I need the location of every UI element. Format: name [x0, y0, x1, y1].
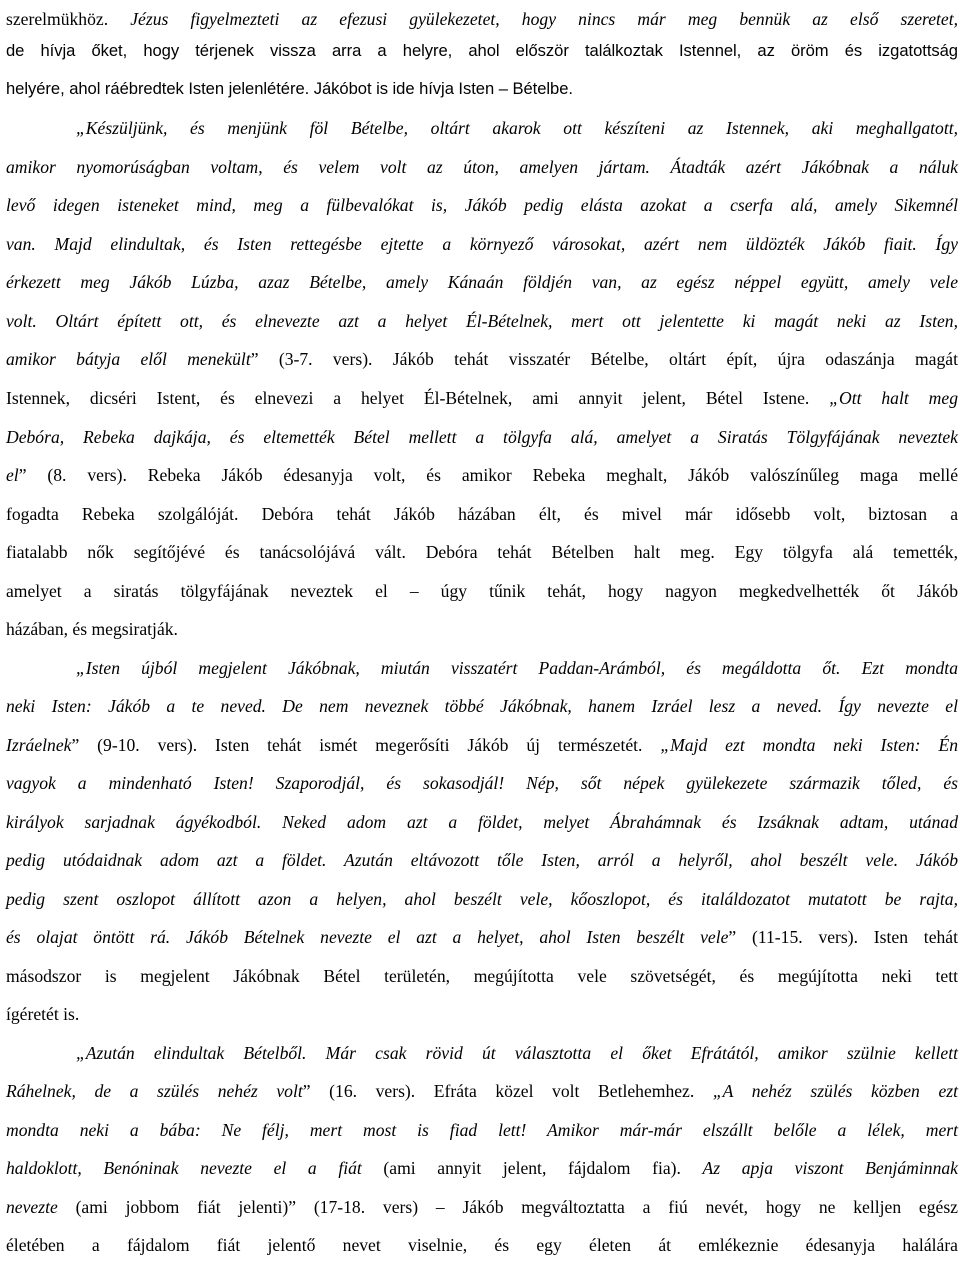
text-line: volt. Oltárt épített ott, és elnevezte azt a helyet Él-Bételnek, mert ott jelentette ki magát neki az Isten, [6, 311, 958, 331]
text-line: pedig szent oszlopot állított azon a helyen, ahol beszélt vele, kőoszlopot, és italáldozatot mutatott be rajta, [6, 889, 958, 909]
text-line: levő idegen isteneket mind, meg a fülbevalókat is, Jákób pedig elásta azokat a cserfa alá, amely Sikemnél [6, 195, 958, 215]
text-line: fiatalabb nők segítőjévé és tanácsolójává vált. Debóra tehát Bételben halt meg. Egy tölgyfa alá temették, [6, 542, 958, 562]
text-line: életében a fájdalom fiát jelentő nevet viselnie, és egy életen át emlékeznie édesanyja halálára [6, 1235, 958, 1255]
text-line: nevezte (ami jobbom fiát jelenti)” (17-18. vers) – Jákób megváltoztatta a fiú nevét, hogy ne kelljen egész [6, 1197, 958, 1217]
text-line: érkezett meg Jákób Lúzba, azaz Bételbe, amely Kánaán földjén van, az egész néppel együtt, amely vele [6, 272, 958, 292]
text-line: házában, és megsiratják. [6, 619, 178, 639]
text-line: „Isten újból megjelent Jákóbnak, miután visszatért Paddan-Arámból, és megáldotta őt. Ezt mondta [76, 658, 958, 678]
text-line: amikor nyomorúságban voltam, és velem volt az úton, amelyen jártam. Átadták azért Jákóbnak a náluk [6, 157, 958, 177]
text-line: királyok sarjadnak ágyékodból. Neked adom azt a földet, melyet Ábrahámnak és Izsáknak adtam, utánad [6, 812, 958, 832]
text-line: „Azután elindultak Bételből. Már csak rövid út választotta el őket Efrátától, amikor szülnie kellett [76, 1043, 958, 1063]
text-line: Istennek, dicséri Istent, és elnevezi a helyet Él-Bételnek, ami annyit jelent, Bétel Istene. „Ott halt meg [6, 388, 958, 408]
text-line: helyére, ahol ráébredtek Isten jelenlétére. Jákóbot is ide hívja Isten – Bételbe. [6, 79, 573, 98]
text-line: és olajat öntött rá. Jákób Bételnek nevezte el azt a helyet, ahol Isten beszélt vele” (11-15. vers). Isten tehát [6, 927, 958, 947]
text-line: „Készüljünk, és menjünk föl Bételbe, oltárt akarok ott készíteni az Istennek, aki meghallgatott, [76, 118, 958, 138]
text-line: amikor bátyja elől menekült” (3-7. vers). Jákób tehát visszatér Bételbe, oltárt épít, újra odaszánja magát [6, 349, 958, 369]
text-line: szerelmükhöz. Jézus figyelmezteti az efezusi gyülekezetet, hogy nincs már meg bennük az első szeretet, [6, 9, 958, 29]
text-line: Izráelnek” (9-10. vers). Isten tehát ismét megerősíti Jákób új természetét. „Majd ezt mondta neki Isten: Én [6, 735, 958, 755]
text-line: amelyet a siratás tölgyfájának neveztek el – úgy tűnik tehát, hogy nagyon megkedvelhették őt Jákób [6, 581, 958, 601]
text-line: mondta neki a bába: Ne félj, mert most is fiad lett! Amikor már-már elszállt belőle a lélek, mert [6, 1120, 958, 1140]
text-line: másodszor is megjelent Jákóbnak Bétel területén, megújította vele szövetségét, és megújította neki tett [6, 966, 958, 986]
text-line: fogadta Rebeka szolgálóját. Debóra tehát Jákób házában élt, és mivel már idősebb volt, biztosan a [6, 504, 958, 524]
text-line: el” (8. vers). Rebeka Jákób édesanyja volt, és amikor Rebeka meghalt, Jákób valószínűleg maga mellé [6, 465, 958, 485]
text-line: Ráhelnek, de a szülés nehéz volt” (16. vers). Efráta közel volt Betlehemhez. „A nehéz szülés közben ezt [6, 1081, 958, 1101]
text-line: haldoklott, Benóninak nevezte el a fiát (ami annyit jelent, fájdalom fia). Az apja viszont Benjáminnak [6, 1158, 958, 1178]
text-line: de hívja őket, hogy térjenek vissza arra a helyre, ahol először találkoztak Istennel, az öröm és izgatottság [6, 41, 958, 60]
text-line: Debóra, Rebeka dajkája, és eltemették Bétel mellett a tölgyfa alá, amelyet a Siratás Tölgyfájának neveztek [6, 427, 958, 447]
text-line: neki Isten: Jákób a te neved. De nem neveznek többé Jákóbnak, hanem Izráel lesz a neved. Így nevezte el [6, 696, 958, 716]
text-line: vagyok a mindenható Isten! Szaporodjál, és sokasodjál! Nép, sőt népek gyülekezete származik tőled, és [6, 773, 958, 793]
text-line: ígéretét is. [6, 1004, 80, 1024]
text-line: pedig utódaidnak adom azt a földet. Azután eltávozott tőle Isten, arról a helyről, ahol beszélt vele. Jákób [6, 850, 958, 870]
text-line: van. Majd elindultak, és Isten rettegésbe ejtette a környező városokat, azért nem üldözték Jákób fiait. Így [6, 234, 958, 254]
